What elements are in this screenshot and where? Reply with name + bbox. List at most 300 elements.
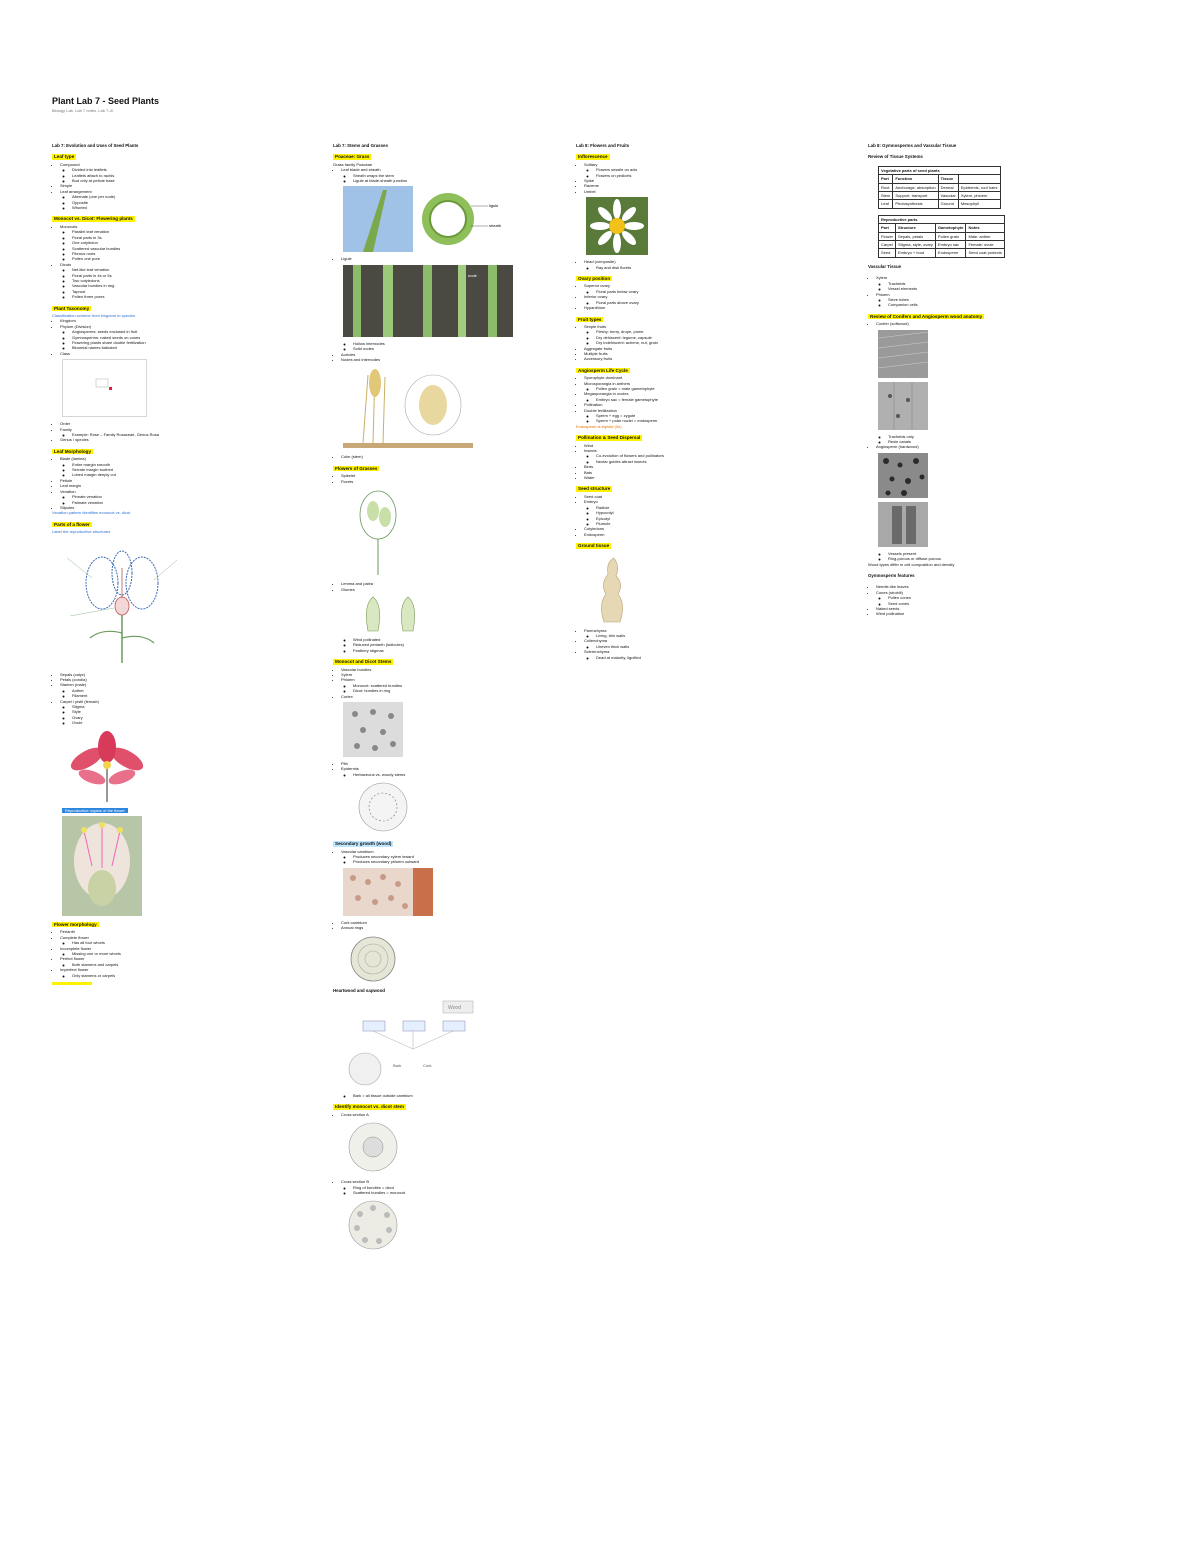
grass-leaf-photos xyxy=(343,186,513,252)
list-item: ◦ Feathery stigmas xyxy=(353,648,568,653)
flower-diagram-sketch xyxy=(62,538,182,668)
list-item: • Cross section A xyxy=(341,1112,568,1117)
list-item: • Xylem xyxy=(876,275,1153,280)
list-item: • Megasporangia in ovules xyxy=(584,391,811,396)
list-item: ◦ Sheath wraps the stem xyxy=(353,173,568,178)
dicot-stem-sketch xyxy=(343,780,423,835)
list-item: ◦ Sperm + polar nuclei = endosperm xyxy=(596,418,811,423)
list-item: • Spikelet xyxy=(341,473,568,478)
bullet-list xyxy=(333,1179,568,1195)
table-vegetative xyxy=(878,166,1001,209)
section-identify-stems xyxy=(333,1104,568,1253)
section-note: Venation pattern identifies monocot vs. dicot xyxy=(52,510,131,516)
bullet-list xyxy=(333,256,568,261)
list-item: ◦ Two cotyledons xyxy=(72,278,287,283)
bullet-list xyxy=(868,551,1153,562)
list-item: ◦ Angiosperms: seeds enclosed in fruit xyxy=(72,329,287,334)
list-item: • Bats xyxy=(584,470,811,475)
list-item: ◦ Stigma xyxy=(72,704,287,709)
list-item: • Cotyledons xyxy=(584,526,811,531)
bullet-list xyxy=(333,1112,568,1117)
column-2 xyxy=(333,143,568,1259)
taxonomy-figure xyxy=(62,359,147,417)
subsection-heading: Gymnosperm features xyxy=(868,572,915,578)
table-cell: Part xyxy=(879,175,893,183)
stamen-closeup-photo xyxy=(62,816,142,916)
table-cell: Root xyxy=(879,183,893,191)
section-heading: Seed structure xyxy=(578,486,611,492)
list-item: • Accessory fruits xyxy=(584,356,811,361)
list-item: ◦ Leaflets attach to rachis xyxy=(72,173,287,178)
flower-photo xyxy=(62,729,152,804)
bullet-list xyxy=(576,259,811,270)
list-item: • Raceme xyxy=(584,183,811,188)
list-item: • Simple xyxy=(60,183,287,188)
list-item: • Stamen (male) xyxy=(60,682,287,687)
list-item: • Phloem xyxy=(341,677,568,682)
list-item: • Hypanthium xyxy=(584,305,811,310)
list-item: ◦ Scattered bundles = monocot xyxy=(353,1190,568,1195)
list-item: ◦ Missing one or more whorls xyxy=(72,951,287,956)
section-pollination xyxy=(576,435,811,480)
section-heading: Monocot and Dicot Stems xyxy=(335,659,392,665)
list-item: ◦ Epicotyl xyxy=(596,516,811,521)
diagram-label: Wood xyxy=(448,1005,461,1012)
list-item: • Collenchyma xyxy=(584,638,811,643)
list-item: ◦ Companion cells xyxy=(888,302,1153,307)
list-item: • Needle-like leaves xyxy=(876,584,1153,589)
list-item: • Carpel / pistil (female) xyxy=(60,699,287,704)
list-item: • Leaf arrangement xyxy=(60,189,287,194)
list-item: • Kingdom xyxy=(60,318,287,323)
figure-caption: Reproductive organs of the flower xyxy=(62,808,128,813)
list-item: • Auricles xyxy=(341,352,568,357)
section-heading: Angiosperm Life Cycle xyxy=(578,367,628,373)
bullet-list xyxy=(868,275,1153,307)
list-item: • Inferior ovary xyxy=(584,294,811,299)
list-item: ◦ Bud only at petiole base xyxy=(72,178,287,183)
list-item: ◦ Bark = all tissue outside cambium xyxy=(353,1093,568,1098)
list-item: • Cones (strobili) xyxy=(876,590,1153,595)
list-item: ◦ Floral parts below ovary xyxy=(596,289,811,294)
list-item: ◦ Dead at maturity, lignified xyxy=(596,655,811,660)
list-item: • Leaf blade and sheath xyxy=(341,167,568,172)
table-cell: Mesophyll xyxy=(958,200,1000,208)
list-item: • Cortex xyxy=(341,694,568,699)
table-row xyxy=(879,200,1001,208)
table-cell: Notes xyxy=(966,224,1004,232)
bullet-list xyxy=(52,224,287,300)
list-item: ◦ Ligule at blade-sheath junction xyxy=(353,178,568,183)
list-item: • Imperfect flower xyxy=(60,967,287,972)
hardwood-sem-2 xyxy=(878,502,928,547)
section-heading: Identify monocot vs. dicot stem xyxy=(335,1104,404,1110)
ginger-rhizome-photo xyxy=(586,554,636,624)
list-item: ◦ Fleshy: berry, drupe, pome xyxy=(596,329,811,334)
column-1 xyxy=(52,143,287,991)
section-life-cycle xyxy=(576,368,811,429)
table-cell: Leaf xyxy=(879,200,893,208)
list-item: • Umbel xyxy=(584,189,811,194)
table-title: Vegetative parts of seed plants xyxy=(879,166,1001,174)
list-item: • Lemma and palea xyxy=(341,581,568,586)
table-cell: Vascular xyxy=(938,192,958,200)
list-item: ◦ Pollen cones xyxy=(888,595,1153,600)
bullet-list xyxy=(576,628,811,660)
section-heading: Secondary growth (wood) xyxy=(335,841,392,847)
list-item: • Sclerenchyma xyxy=(584,649,811,654)
list-item: ◦ Example: Rose – Family Rosaceae, Genus Rosa xyxy=(72,432,287,437)
list-item: • Multiple fruits xyxy=(584,351,811,356)
table-cell: Stem xyxy=(879,192,893,200)
bullet-list xyxy=(333,849,568,865)
list-item: • Head (composite) xyxy=(584,259,811,264)
section-ground-tissue xyxy=(576,543,811,660)
list-item: ◦ Dry dehiscent: legume, capsule xyxy=(596,335,811,340)
list-item: ◦ Pollen grain = male gametophyte xyxy=(596,386,811,391)
list-item: • Sporophyte dominant xyxy=(584,375,811,380)
bullet-list xyxy=(333,454,568,459)
list-item: ◦ Sperm + egg = zygote xyxy=(596,413,811,418)
list-item: • Petiole xyxy=(60,478,287,483)
list-item: • Petals (corolla) xyxy=(60,677,287,682)
table-cell: Seed coat protects xyxy=(966,249,1004,257)
section-heading: Fruit types xyxy=(578,316,602,322)
list-item: ◦ Seed cones xyxy=(888,601,1153,606)
diagram-label: Cork xyxy=(423,1063,432,1069)
subsection-heading: Heartwood and sapwood xyxy=(333,987,385,993)
bullet-list xyxy=(333,761,568,777)
bullet-list xyxy=(868,434,1153,450)
list-item: • Insects xyxy=(584,448,811,453)
list-item: • Endosperm xyxy=(584,532,811,537)
list-item: • Cross section B xyxy=(341,1179,568,1184)
list-item: ◦ Nectar guides attract insects xyxy=(596,459,811,464)
table-cell: Embryo sac xyxy=(935,241,966,249)
tree-ring-cross-section xyxy=(343,934,403,984)
list-item: • Incomplete flower xyxy=(60,946,287,951)
list-item: ◦ Divided into leaflets xyxy=(72,167,287,172)
list-item: • Birds xyxy=(584,464,811,469)
list-item: ◦ Radicle xyxy=(596,505,811,510)
list-item: ◦ Dicot: bundles in ring xyxy=(353,688,568,693)
list-item: ◦ Flowers on pedicels xyxy=(596,173,811,178)
grass-floret-sketch xyxy=(343,487,413,577)
monocot-stem-micrograph xyxy=(343,702,403,757)
list-item: • Glumes xyxy=(341,587,568,592)
table-cell: Endosperm xyxy=(935,249,966,257)
list-item: ◦ Uneven thick walls xyxy=(596,644,811,649)
list-item: ◦ Vessels present xyxy=(888,551,1153,556)
hardwood-sem-1 xyxy=(878,453,928,498)
section-stems xyxy=(333,659,568,835)
section-note: Grass family Poaceae xyxy=(333,161,373,167)
section-flower-morphology xyxy=(52,922,287,985)
photo-label: ligule xyxy=(489,203,499,209)
section-leaf-morphology xyxy=(52,449,287,516)
section-ovary-position xyxy=(576,276,811,310)
list-item: ◦ Floral parts in 4s or 5s xyxy=(72,273,287,278)
list-item: • Class xyxy=(60,351,287,356)
list-item: • Embryo xyxy=(584,499,811,504)
list-item: ◦ Entire margin smooth xyxy=(72,462,287,467)
table-cell: Male: anther xyxy=(966,232,1004,240)
column-3 xyxy=(576,143,811,666)
section-wood-anatomy xyxy=(868,314,1153,567)
lab-title-1: Lab 7: Evolution and Uses of Seed Plants xyxy=(52,143,139,148)
table-cell: Anchorage, absorption xyxy=(893,183,938,191)
stem-cross-section-a xyxy=(343,1120,403,1175)
list-item: ◦ Produces secondary xylem inward xyxy=(353,854,568,859)
list-item: • Water xyxy=(584,475,811,480)
bullet-list xyxy=(576,324,811,362)
table-cell: Embryo + food xyxy=(896,249,936,257)
list-item: • Blade (lamina) xyxy=(60,456,287,461)
list-item: ◦ Both stamens and carpels xyxy=(72,962,287,967)
list-item: ◦ Gymnosperms: naked seeds on cones xyxy=(72,335,287,340)
list-item: ◦ Living, thin walls xyxy=(596,633,811,638)
bullet-list xyxy=(333,473,568,484)
list-item: • Microsporangia in anthers xyxy=(584,381,811,386)
section-seed-structure xyxy=(576,486,811,537)
stem-cross-section-b xyxy=(343,1198,403,1253)
list-item: • Epidermis xyxy=(341,766,568,771)
table-cell: Seed xyxy=(879,249,896,257)
bullet-list xyxy=(333,637,568,653)
list-item: • Double fertilization xyxy=(584,408,811,413)
bullet-list xyxy=(333,920,568,931)
list-item: ◦ Resin canals xyxy=(888,439,1153,444)
list-item: • Venation xyxy=(60,489,287,494)
list-item: ◦ Serrate margin toothed xyxy=(72,467,287,472)
bullet-list xyxy=(576,283,811,310)
list-item: • Annual rings xyxy=(341,925,568,930)
list-item: ◦ Monocot: scattered bundles xyxy=(353,683,568,688)
section-heading: Ground tissue xyxy=(578,543,610,549)
list-item: ◦ Hollow internodes xyxy=(353,341,568,346)
list-item: • Pollination xyxy=(584,402,811,407)
list-item: ◦ Herbaceous vs. woody stems xyxy=(353,772,568,777)
table-row xyxy=(879,249,1005,257)
list-item: • Conifer (softwood) xyxy=(876,321,1153,326)
list-item: • Phylum (Division) xyxy=(60,324,287,329)
list-item: • Phloem xyxy=(876,292,1153,297)
list-item: ◦ Dry indehiscent: achene, nut, grain xyxy=(596,340,811,345)
list-item: ◦ Tracheids only xyxy=(888,434,1153,439)
lab-title-4: Lab 8: Gymnosperms and Vascular Tissue xyxy=(868,143,957,148)
list-item: ◦ Sieve tubes xyxy=(888,297,1153,302)
bullet-list xyxy=(333,167,568,183)
section-note: Classification scheme from kingdom to species xyxy=(52,312,136,318)
list-item: ◦ Style xyxy=(72,709,287,714)
table-cell: Photosynthesis xyxy=(893,200,938,208)
table-cell: Function xyxy=(893,175,938,183)
section-heading: Ovary position xyxy=(578,276,611,282)
section-note: Label the reproductive structures xyxy=(52,529,111,535)
wood-tissue-diagram xyxy=(343,999,483,1089)
list-item: ◦ Hypocotyl xyxy=(596,510,811,515)
table-cell: Support, transport xyxy=(893,192,938,200)
list-item: ◦ Only stamens or carpels xyxy=(72,973,287,978)
section-heading: Plant Taxonomy xyxy=(54,305,90,311)
section-note: Endosperm is triploid (3n) xyxy=(576,423,622,429)
section-fruit-types xyxy=(576,317,811,362)
section-grass-flowers xyxy=(333,466,568,653)
section-note: Wood types differ in cell composition and density xyxy=(868,561,955,567)
section-inflorescence xyxy=(576,154,811,270)
table-cell: Dermal xyxy=(938,183,958,191)
list-item: ◦ Ovary xyxy=(72,715,287,720)
list-item: • Nodes and internodes xyxy=(341,357,568,362)
list-item: ◦ Net-like leaf venation xyxy=(72,267,287,272)
section-leaf-type xyxy=(52,154,287,210)
document-subtitle: Biology Lab, Lab 7 notes, Lab 7–8 xyxy=(52,108,113,113)
table-cell: Part xyxy=(879,224,896,232)
list-item: ◦ Flowering plants share double fertilization xyxy=(72,340,287,345)
table-cell: Stigma, style, ovary xyxy=(896,241,936,249)
list-item: ◦ Produces secondary phloem outward xyxy=(353,859,568,864)
list-item: ◦ Parallel leaf venation xyxy=(72,229,287,234)
list-item: ◦ Tracheids xyxy=(888,281,1153,286)
list-item: ◦ One cotyledon xyxy=(72,240,287,245)
list-item: • Cork cambium xyxy=(341,920,568,925)
lab-title-3: Lab 8: Flowers and Fruits xyxy=(576,143,630,148)
list-item: • Xylem xyxy=(341,672,568,677)
section-heading: Poaceae: Grass xyxy=(335,154,370,160)
list-item: ◦ Ring-porous or diffuse-porous xyxy=(888,556,1153,561)
list-item: ◦ Anther xyxy=(72,688,287,693)
table-cell: Tissue xyxy=(938,175,958,183)
list-item: • Leaf margin xyxy=(60,483,287,488)
list-item: • Wind pollination xyxy=(876,611,1153,616)
section-heading: Monocot vs. Dicot: Flowering plants xyxy=(54,216,133,222)
diagram-label: Bark xyxy=(393,1063,402,1069)
section-heading: Flowers of Grasses xyxy=(335,465,378,471)
bullet-list xyxy=(576,443,811,481)
list-item: ◦ Vascular bundles in ring xyxy=(72,283,287,288)
section-heading: Leaf Morphology xyxy=(54,448,92,454)
column-4 xyxy=(868,143,1153,623)
table-cell: Ground xyxy=(938,200,958,208)
list-item: • Aggregate fruits xyxy=(584,346,811,351)
list-item: ◦ Lobed margin deeply cut xyxy=(72,472,287,477)
list-item: • Perfect flower xyxy=(60,956,287,961)
list-item: ◦ Taproot xyxy=(72,289,287,294)
list-item: ◦ Co-evolution of flowers and pollinators xyxy=(596,453,811,458)
subsection-heading: Vascular Tissue xyxy=(868,263,902,269)
list-item: • Monocots xyxy=(60,224,287,229)
table-cell: Pollen grain xyxy=(935,232,966,240)
list-item: ◦ Floral parts above ovary xyxy=(596,300,811,305)
list-item: • Perianth xyxy=(60,929,287,934)
bullet-list xyxy=(576,375,811,424)
photo-label: sheath xyxy=(489,223,502,229)
list-item: ◦ Solid nodes xyxy=(353,346,568,351)
list-item: • Dicots xyxy=(60,262,287,267)
table-cell: Structure xyxy=(896,224,936,232)
wood-micrograph xyxy=(343,868,433,916)
table-cell: Female: ovule xyxy=(966,241,1004,249)
list-item: • Seed coat xyxy=(584,494,811,499)
conifer-wood-sem-2 xyxy=(878,382,928,430)
bullet-list xyxy=(52,672,287,726)
list-item: ◦ Filament xyxy=(72,693,287,698)
bullet-list xyxy=(333,581,568,592)
list-item: • Ligule xyxy=(341,256,568,261)
list-item: • Simple fruits xyxy=(584,324,811,329)
list-item: ◦ Palmate venation xyxy=(72,500,287,505)
section-flower-parts xyxy=(52,522,287,916)
photo-label: node xyxy=(468,272,477,278)
section-vascular-tissue xyxy=(868,264,1153,308)
list-item: • Order xyxy=(60,421,287,426)
list-item: ◦ Binomial names italicized xyxy=(72,345,287,350)
list-item: ◦ Whorled xyxy=(72,205,287,210)
bullet-list xyxy=(333,667,568,699)
list-item: ◦ Has all four whorls xyxy=(72,940,287,945)
section-heading: Inflorescence xyxy=(578,154,608,160)
table-cell: Gametophyte xyxy=(935,224,966,232)
list-item: ◦ Flowers sessile on axis xyxy=(596,167,811,172)
table-row xyxy=(879,224,1005,232)
list-item: ◦ Fibrous roots xyxy=(72,251,287,256)
table-row xyxy=(879,192,1001,200)
bullet-list xyxy=(52,456,287,510)
list-item: • Compound xyxy=(60,162,287,167)
list-item: ◦ Ray and disk florets xyxy=(596,265,811,270)
list-item: ◦ Pollen one pore xyxy=(72,256,287,261)
list-item: • Sepals (calyx) xyxy=(60,672,287,677)
list-item: ◦ Vessel elements xyxy=(888,286,1153,291)
section-heading: Review of Conifers and Angiosperm wood anatomy xyxy=(870,313,983,319)
list-item: ◦ Alternate (one per node) xyxy=(72,194,287,199)
list-item: • Family xyxy=(60,427,287,432)
bullet-list xyxy=(868,321,1153,326)
list-item: • Vascular bundles xyxy=(341,667,568,672)
list-item: ◦ Scattered vascular bundles xyxy=(72,246,287,251)
section-heading: Leaf type xyxy=(54,154,75,160)
table-cell: Xylem, phloem xyxy=(958,192,1000,200)
list-item: ◦ Ovule xyxy=(72,720,287,725)
table-row xyxy=(879,175,1001,183)
table-row xyxy=(879,241,1005,249)
list-item: • Complete flower xyxy=(60,935,287,940)
table-cell: Epidermis, root hairs xyxy=(958,183,1000,191)
table-row xyxy=(879,232,1005,240)
list-item: ◦ Pinnate venation xyxy=(72,494,287,499)
list-item: ◦ Wind pollinated xyxy=(353,637,568,642)
bullet-list xyxy=(52,162,287,211)
list-item: ◦ Embryo sac = female gametophyte xyxy=(596,397,811,402)
bullet-list xyxy=(333,341,568,363)
section-heading: Flower morphology xyxy=(54,922,97,927)
list-item: • Parenchyma xyxy=(584,628,811,633)
lab-title-2: Lab 7: Stems and Grasses xyxy=(333,143,388,148)
list-item: ◦ Floral parts in 3s xyxy=(72,235,287,240)
list-item: • Pith xyxy=(341,761,568,766)
table-cell: Sepals, petals xyxy=(896,232,936,240)
section-heading: Parts of a flower xyxy=(54,521,90,527)
grass-stem-photos xyxy=(343,265,513,337)
subsection-heading: Review of Tissue Systems xyxy=(868,154,923,160)
list-item: ◦ Opposite xyxy=(72,200,287,205)
section-taxonomy xyxy=(52,306,287,443)
list-item: • Vascular cambium xyxy=(341,849,568,854)
bullet-list xyxy=(333,1093,568,1098)
list-item: • Spike xyxy=(584,178,811,183)
section-monocot-dicot xyxy=(52,216,287,299)
bullet-list xyxy=(576,162,811,194)
